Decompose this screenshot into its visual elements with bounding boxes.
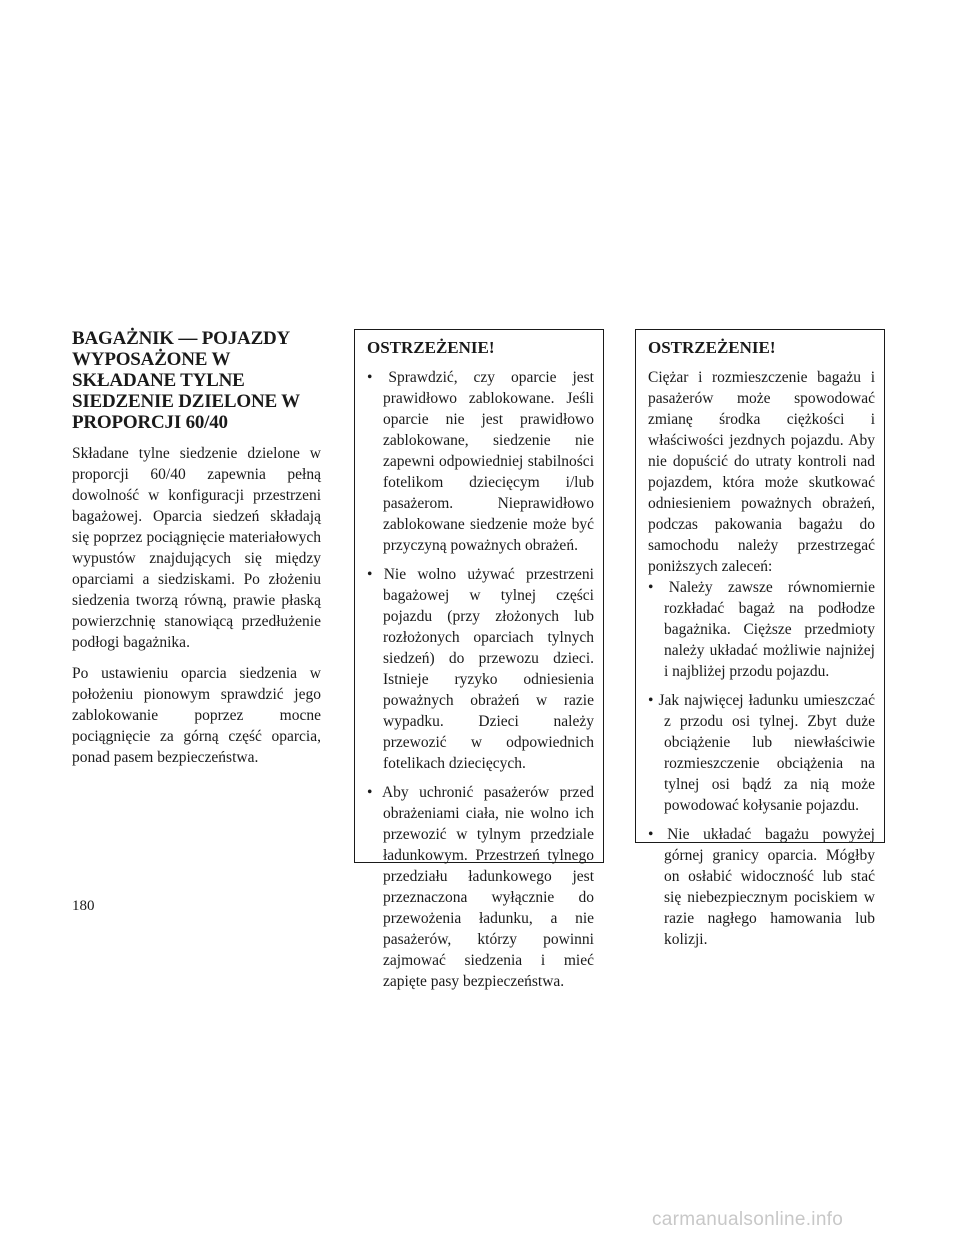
section-heading: BAGAŻNIK — POJAZDY WYPOSAŻONE W SKŁADANE TYLNE SIEDZENIE DZIELONE W PROPORCJI 60/40: [72, 328, 300, 433]
warning-1-bullet-2: • Nie wolno używać przestrzeni bagażowej w tylnej części pojazdu (przy złożonych lub rozłożonych oparciach tylnych siedzeń) do przewozu dzieci. Istnieje ryzyko odniesienia poważnych obrażeń w razie wypadku. Dzieci należy przewozić w odpowiednich fotelikach dziecięcych.: [367, 566, 594, 772]
warning-title-1: OSTRZEŻENIE!: [367, 338, 495, 357]
warning-title-2: OSTRZEŻENIE!: [648, 338, 776, 357]
warning-1-bullet-1: • Sprawdzić, czy oparcie jest prawidłowo zablokowane. Jeśli oparcie nie jest prawidłowo zablokowane, siedzenie nie zapewni odpowiedniej stabilności fotelikom dziecięcym i/lub pasażerom. Nieprawidłowo zablokowane siedzenie może być przyczyną poważnych obrażeń.: [367, 369, 594, 554]
warning-2-bullet-1: • Należy zawsze równomiernie rozkładać bagaż na podłodze bagażnika. Cięższe przedmioty należy układać możliwie najniżej i najbliżej przodu pojazdu.: [648, 579, 875, 680]
warning-box-1: [354, 329, 604, 990]
left-column: [72, 328, 321, 778]
warning-2-bullet-2: • Jak najwięcej ładunku umieszczać z przodu osi tylnej. Zbyt duże obciążenie lub niewłaściwie rozmieszczenie obciążenia na tylnej osi bądź za nią może powodować kołysanie pojazdu.: [648, 692, 875, 814]
warning-1-bullet-3: • Aby uchronić pasażerów przed obrażeniami ciała, nie wolno ich przewozić w tylnym przedziale ładunkowym. Przestrzeń tylnego przedziału ładunkowego jest przeznaczona wyłącznie do przewożenia ładunku, a nie pasażerów, którzy powinni zajmować siedzenia i mieć zapięte pasy bezpieczeństwa.: [367, 784, 594, 990]
warning-box-2: [635, 329, 885, 948]
body-paragraph-1: Składane tylne siedzenie dzielone w proporcji 60/40 zapewnia pełną dowolność w konfiguracji przestrzeni bagażowej. Oparcia siedzeń składają się poprzez pociągnięcie materiałowych wypustów znajdujących się między oparciami a siedziskami. Po złożeniu siedzenia tworzą równą, prawie płaską powierzchnię stanowiącą przedłużenie podłogi bagażnika.: [72, 445, 321, 651]
warning-2-list: [648, 577, 875, 950]
watermark: carmanualsonline.info: [652, 1209, 844, 1230]
warning-2-bullet-3: • Nie układać bagażu powyżej górnej granicy oparcia. Mógłby on osłabić widoczność lub stać się niebezpiecznym pociskiem w razie nagłego hamowania lub kolizji.: [648, 826, 875, 948]
page-number: 180: [72, 898, 95, 914]
warning-1-list: [367, 367, 594, 992]
body-paragraph-2: Po ustawieniu oparcia siedzenia w położeniu pionowym sprawdzić jego zablokowanie poprzez mocne pociągnięcie za górną część oparcia, ponad pasem bezpieczeństwa.: [72, 665, 321, 766]
warning-2-intro: Ciężar i rozmieszczenie bagażu i pasażerów może spowodować zmianę środka ciężkości i właściwości jezdnych pojazdu. Aby nie dopuścić do utraty kontroli nad pojazdem, która może skutkować odniesieniem poważnych obrażeń, podczas pakowania bagażu do samochodu należy przestrzegać poniższych zaleceń:: [648, 369, 875, 575]
